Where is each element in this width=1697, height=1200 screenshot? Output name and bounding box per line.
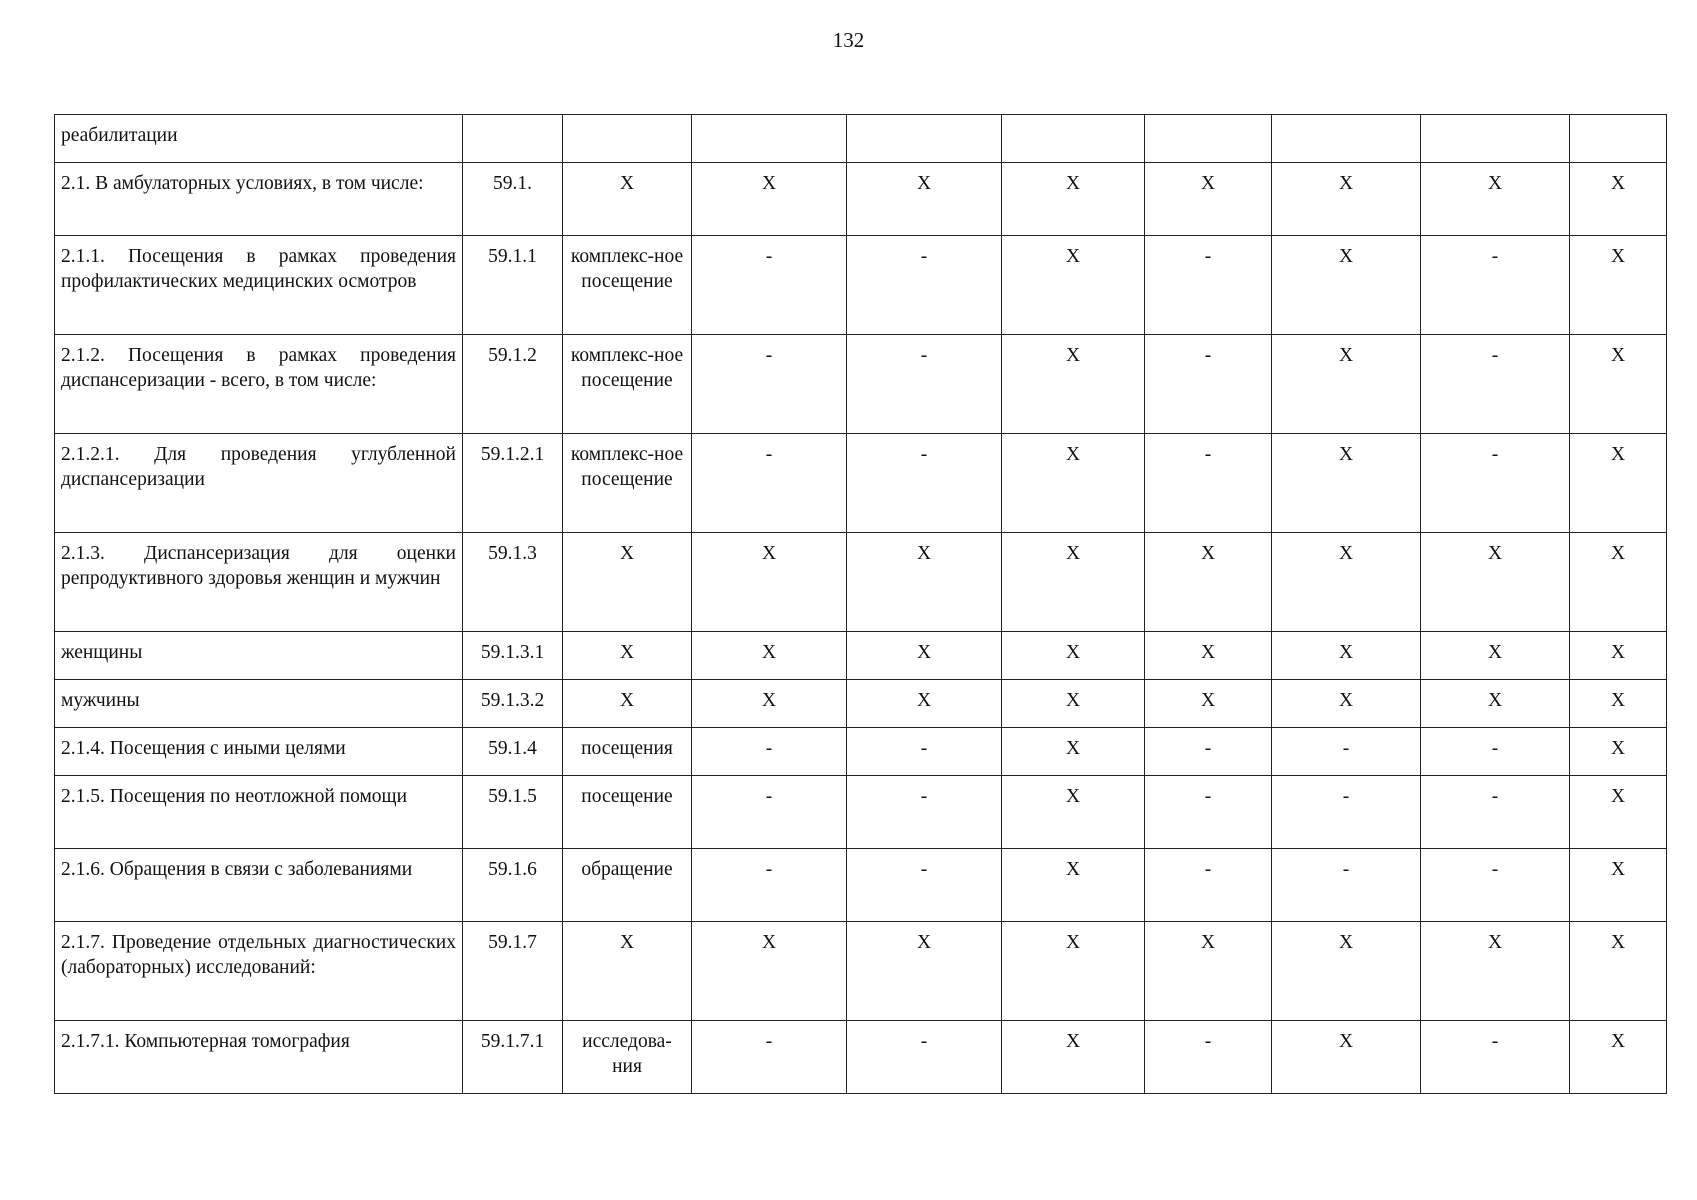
row-value-cell: - [1145,728,1272,776]
row-name-cell: 2.1.2.1. Для проведения углубленной диспансеризации [55,434,463,533]
row-value-cell: - [1145,1021,1272,1094]
row-code-cell: 59.1.7 [463,922,563,1021]
table-row [55,115,1667,163]
row-value-cell: Х [1570,533,1667,632]
row-name-cell: 2.1.7. Проведение отдельных диагностических (лабораторных) исследований: [55,922,463,1021]
row-value-cell: Х [1002,434,1145,533]
row-unit-cell: посещение [563,776,692,849]
row-value-cell: Х [1421,922,1570,1021]
row-value-cell: - [1421,335,1570,434]
table-row [55,728,1667,776]
row-value-cell: Х [1145,632,1272,680]
row-value-cell: - [1272,849,1421,922]
row-value-cell: - [1421,236,1570,335]
row-value-cell: - [1421,849,1570,922]
row-value-cell: - [847,335,1002,434]
row-value-cell: - [692,434,847,533]
row-value-cell: Х [1272,335,1421,434]
row-value-cell: Х [847,533,1002,632]
table-row [55,335,1667,434]
row-value-cell: Х [1272,680,1421,728]
row-value-cell: Х [1570,728,1667,776]
row-value-cell: Х [692,163,847,236]
table-row [55,236,1667,335]
row-name-cell: реабилитации [55,115,463,163]
row-code-cell: 59.1.7.1 [463,1021,563,1094]
row-value-cell: Х [1272,632,1421,680]
row-value-cell: - [847,776,1002,849]
row-code-cell: 59.1.4 [463,728,563,776]
row-value-cell: Х [1145,163,1272,236]
row-value-cell: - [1421,728,1570,776]
table-row [55,849,1667,922]
row-value-cell: Х [1002,728,1145,776]
page-number: 132 [832,28,865,52]
row-unit-cell: Х [563,163,692,236]
row-name-cell: 2.1.5. Посещения по неотложной помощи [55,776,463,849]
row-value-cell: - [1421,776,1570,849]
table-row [55,680,1667,728]
row-unit-cell: исследова-ния [563,1021,692,1094]
row-unit-cell: Х [563,680,692,728]
row-value-cell: Х [1570,434,1667,533]
row-value-cell [1570,115,1667,163]
row-value-cell: Х [1421,680,1570,728]
table-row [55,776,1667,849]
row-unit-cell: Х [563,922,692,1021]
table-body [55,115,1667,1094]
row-value-cell: Х [1272,1021,1421,1094]
row-value-cell: Х [1272,236,1421,335]
row-value-cell: Х [1002,163,1145,236]
row-unit-cell: комплекс-ное посещение [563,236,692,335]
row-value-cell: - [1145,236,1272,335]
row-value-cell: - [692,849,847,922]
row-value-cell: - [1145,434,1272,533]
row-value-cell: Х [1002,632,1145,680]
row-code-cell [463,115,563,163]
row-value-cell: Х [1002,236,1145,335]
row-code-cell: 59.1.2.1 [463,434,563,533]
row-value-cell: - [692,728,847,776]
row-value-cell: - [1421,434,1570,533]
row-value-cell: Х [692,632,847,680]
row-value-cell [1272,115,1421,163]
row-value-cell: Х [1421,632,1570,680]
table-row [55,533,1667,632]
row-value-cell: Х [1272,163,1421,236]
row-value-cell: - [847,1021,1002,1094]
row-name-cell: 2.1.6. Обращения в связи с заболеваниями [55,849,463,922]
row-unit-cell: комплекс-ное посещение [563,335,692,434]
row-code-cell: 59.1.3.1 [463,632,563,680]
row-code-cell: 59.1.2 [463,335,563,434]
row-unit-cell [563,115,692,163]
row-value-cell: - [847,849,1002,922]
row-unit-cell: Х [563,632,692,680]
row-value-cell: Х [1570,776,1667,849]
row-value-cell [692,115,847,163]
row-name-cell: 2.1.2. Посещения в рамках проведения диспансеризации - всего, в том числе: [55,335,463,434]
row-value-cell: Х [1145,922,1272,1021]
row-value-cell: Х [847,163,1002,236]
row-code-cell: 59.1.3 [463,533,563,632]
row-value-cell: Х [1570,849,1667,922]
row-value-cell: Х [1570,1021,1667,1094]
row-code-cell: 59.1. [463,163,563,236]
row-value-cell: Х [1570,680,1667,728]
row-value-cell: - [1145,849,1272,922]
row-name-cell: женщины [55,632,463,680]
row-value-cell: - [847,728,1002,776]
row-code-cell: 59.1.3.2 [463,680,563,728]
row-value-cell: Х [692,922,847,1021]
row-value-cell [847,115,1002,163]
row-value-cell: - [692,335,847,434]
table-row [55,1021,1667,1094]
row-value-cell: - [1272,728,1421,776]
row-name-cell: мужчины [55,680,463,728]
row-unit-cell: комплекс-ное посещение [563,434,692,533]
row-value-cell: Х [1570,163,1667,236]
row-value-cell: Х [1272,922,1421,1021]
row-value-cell: Х [1002,776,1145,849]
row-value-cell: Х [1002,335,1145,434]
row-code-cell: 59.1.1 [463,236,563,335]
row-value-cell: Х [1002,849,1145,922]
row-code-cell: 59.1.6 [463,849,563,922]
row-value-cell: - [847,434,1002,533]
row-value-cell: Х [692,533,847,632]
row-value-cell: Х [1002,533,1145,632]
row-code-cell: 59.1.5 [463,776,563,849]
row-name-cell: 2.1.7.1. Компьютерная томография [55,1021,463,1094]
row-name-cell: 2.1.3. Диспансеризация для оценки репродуктивного здоровья женщин и мужчин [55,533,463,632]
row-value-cell: - [1421,1021,1570,1094]
table-row [55,632,1667,680]
row-value-cell: - [692,1021,847,1094]
row-unit-cell: обращение [563,849,692,922]
table-row [55,163,1667,236]
row-value-cell: Х [1570,632,1667,680]
table-row [55,922,1667,1021]
row-value-cell: Х [1145,533,1272,632]
row-value-cell: Х [1272,434,1421,533]
row-value-cell: Х [1002,680,1145,728]
data-table [54,114,1667,1094]
row-value-cell: - [1272,776,1421,849]
row-value-cell: - [1145,335,1272,434]
row-value-cell: Х [1421,533,1570,632]
row-value-cell [1002,115,1145,163]
row-value-cell [1145,115,1272,163]
row-unit-cell: посещения [563,728,692,776]
row-value-cell: Х [847,922,1002,1021]
row-value-cell: Х [1421,163,1570,236]
row-value-cell: - [692,776,847,849]
row-value-cell: Х [1570,922,1667,1021]
row-value-cell: Х [1570,335,1667,434]
row-name-cell: 2.1.4. Посещения с иными целями [55,728,463,776]
row-value-cell: Х [1002,922,1145,1021]
row-name-cell: 2.1. В амбулаторных условиях, в том числе: [55,163,463,236]
row-value-cell: - [692,236,847,335]
row-value-cell: Х [847,680,1002,728]
row-name-cell: 2.1.1. Посещения в рамках проведения профилактических медицинских осмотров [55,236,463,335]
row-value-cell: Х [1272,533,1421,632]
row-value-cell: Х [1002,1021,1145,1094]
row-value-cell [1421,115,1570,163]
row-value-cell: Х [1145,680,1272,728]
row-unit-cell: Х [563,533,692,632]
row-value-cell: - [847,236,1002,335]
row-value-cell: Х [1570,236,1667,335]
row-value-cell: Х [692,680,847,728]
row-value-cell: Х [847,632,1002,680]
table-row [55,434,1667,533]
row-value-cell: - [1145,776,1272,849]
